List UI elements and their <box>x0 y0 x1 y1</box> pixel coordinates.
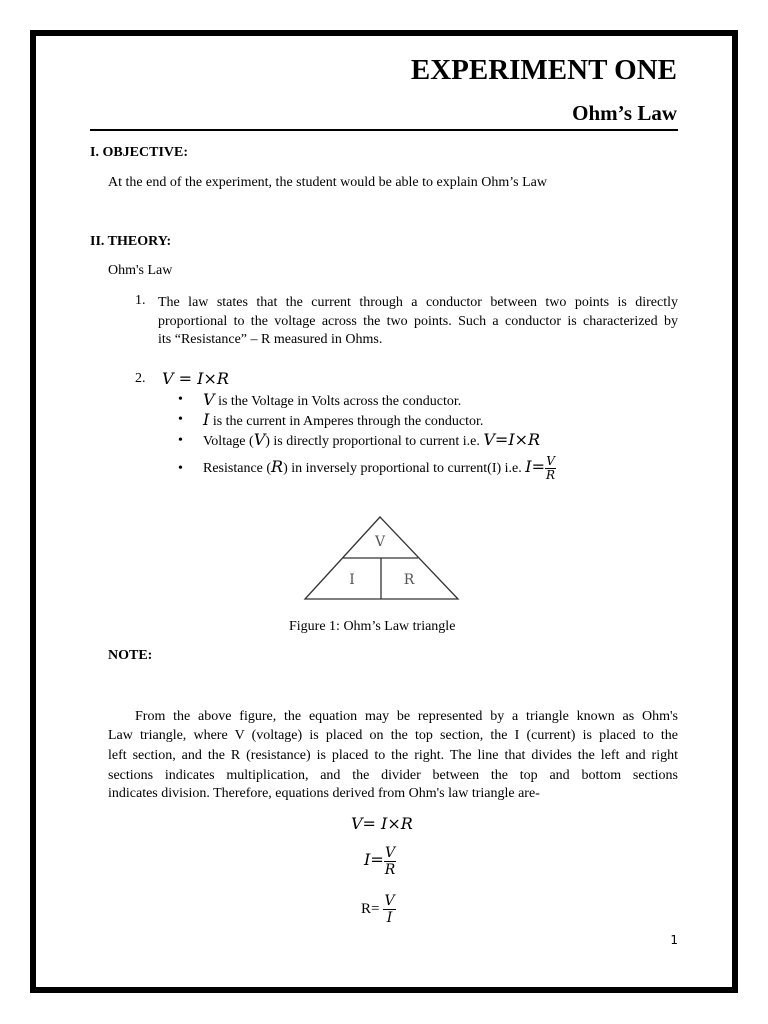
note-heading: NOTE: <box>108 648 153 663</box>
bullet-4-lhs: I= <box>525 457 546 476</box>
bullet-2-text: is the current in Amperes through the conductor. <box>212 414 484 429</box>
bullet-3-pre: Voltage ( <box>203 434 254 449</box>
bullet-3-variable: V <box>253 430 266 449</box>
equation-resistance-lhs: R= <box>361 901 380 917</box>
note-line-4: sections indicates multiplication, and the divider between the top and bottom sections <box>108 768 678 783</box>
triangle-label-i: I <box>349 572 355 588</box>
list-item-1-line-1: The law states that the current through a conductor between two points is directly <box>158 295 678 310</box>
list-item-1-line-3: its “Resistance” – R measured in Ohms. <box>158 332 383 347</box>
bullet-4-numerator: V <box>546 454 555 469</box>
page-title: EXPERIMENT ONE <box>410 54 677 86</box>
list-item-1-line-2: proportional to the voltage across the two points. Such a conductor is characterized by <box>158 314 678 329</box>
equation-current-numerator: V <box>384 844 396 861</box>
bullet-marker: • <box>178 433 183 448</box>
bullet-3 <box>203 430 540 450</box>
equation-current <box>364 843 396 878</box>
bullet-4-pre: Resistance ( <box>203 461 272 476</box>
bullet-4-denominator: R <box>546 468 556 483</box>
bullet-3-mid: ) is directly proportional to current i.e. <box>265 434 480 449</box>
title-divider <box>90 129 678 131</box>
bullet-marker: • <box>178 392 183 407</box>
bullet-1 <box>203 390 461 410</box>
bullet-4 <box>203 450 556 486</box>
list-item-number-2: 2. <box>135 371 146 386</box>
objective-text: At the end of the experiment, the student would be able to explain Ohm’s Law <box>108 175 547 190</box>
equation-current-fraction <box>384 845 397 878</box>
note-line-3: left section, and the R (resistance) is placed to the right. The line that divides the left and right <box>108 748 678 763</box>
triangle-label-v: V <box>374 534 386 550</box>
equation-resistance-fraction <box>383 893 395 926</box>
bullet-1-variable: V <box>203 390 215 409</box>
equation-resistance <box>361 892 396 926</box>
bullet-2-variable: I <box>203 410 210 429</box>
bullet-1-text: is the Voltage in Volts across the conductor. <box>218 394 462 409</box>
equation-resistance-denominator: I <box>383 909 395 926</box>
bullet-4-variable: R <box>271 457 284 476</box>
note-line-1: From the above figure, the equation may be represented by a triangle known as Ohm's <box>135 709 678 724</box>
bullet-4-mid: ) in inversely proportional to current(I) i.e. <box>283 461 522 476</box>
theory-heading: II. THEORY: <box>90 234 172 249</box>
triangle-label-r: R <box>403 572 415 588</box>
ohms-law-formula: V = I×R <box>162 369 229 388</box>
bullet-3-formula: V=I×R <box>483 430 541 449</box>
figure-caption: Figure 1: Ohm’s Law triangle <box>289 619 456 634</box>
equation-current-lhs: I= <box>364 850 384 869</box>
ohms-law-triangle-figure <box>300 512 465 604</box>
bullet-marker: • <box>178 412 183 427</box>
equation-voltage: V= I×R <box>351 814 413 833</box>
bullet-4-fraction <box>545 455 556 482</box>
equation-current-denominator: R <box>384 861 396 878</box>
objective-heading: I. OBJECTIVE: <box>90 145 189 160</box>
note-line-5: indicates division. Therefore, equations derived from Ohm's law triangle are- <box>108 786 540 801</box>
note-line-2: Law triangle, where V (voltage) is placed on the top section, the I (current) is placed to the <box>108 728 678 743</box>
page-subtitle: Ohm’s Law <box>572 101 677 125</box>
bullet-marker: • <box>178 461 183 476</box>
theory-intro: Ohm's Law <box>108 263 173 278</box>
list-item-number-1: 1. <box>135 293 146 308</box>
bullet-2 <box>203 410 483 430</box>
equation-resistance-numerator: V <box>384 892 395 909</box>
page-number: 1 <box>670 933 678 947</box>
